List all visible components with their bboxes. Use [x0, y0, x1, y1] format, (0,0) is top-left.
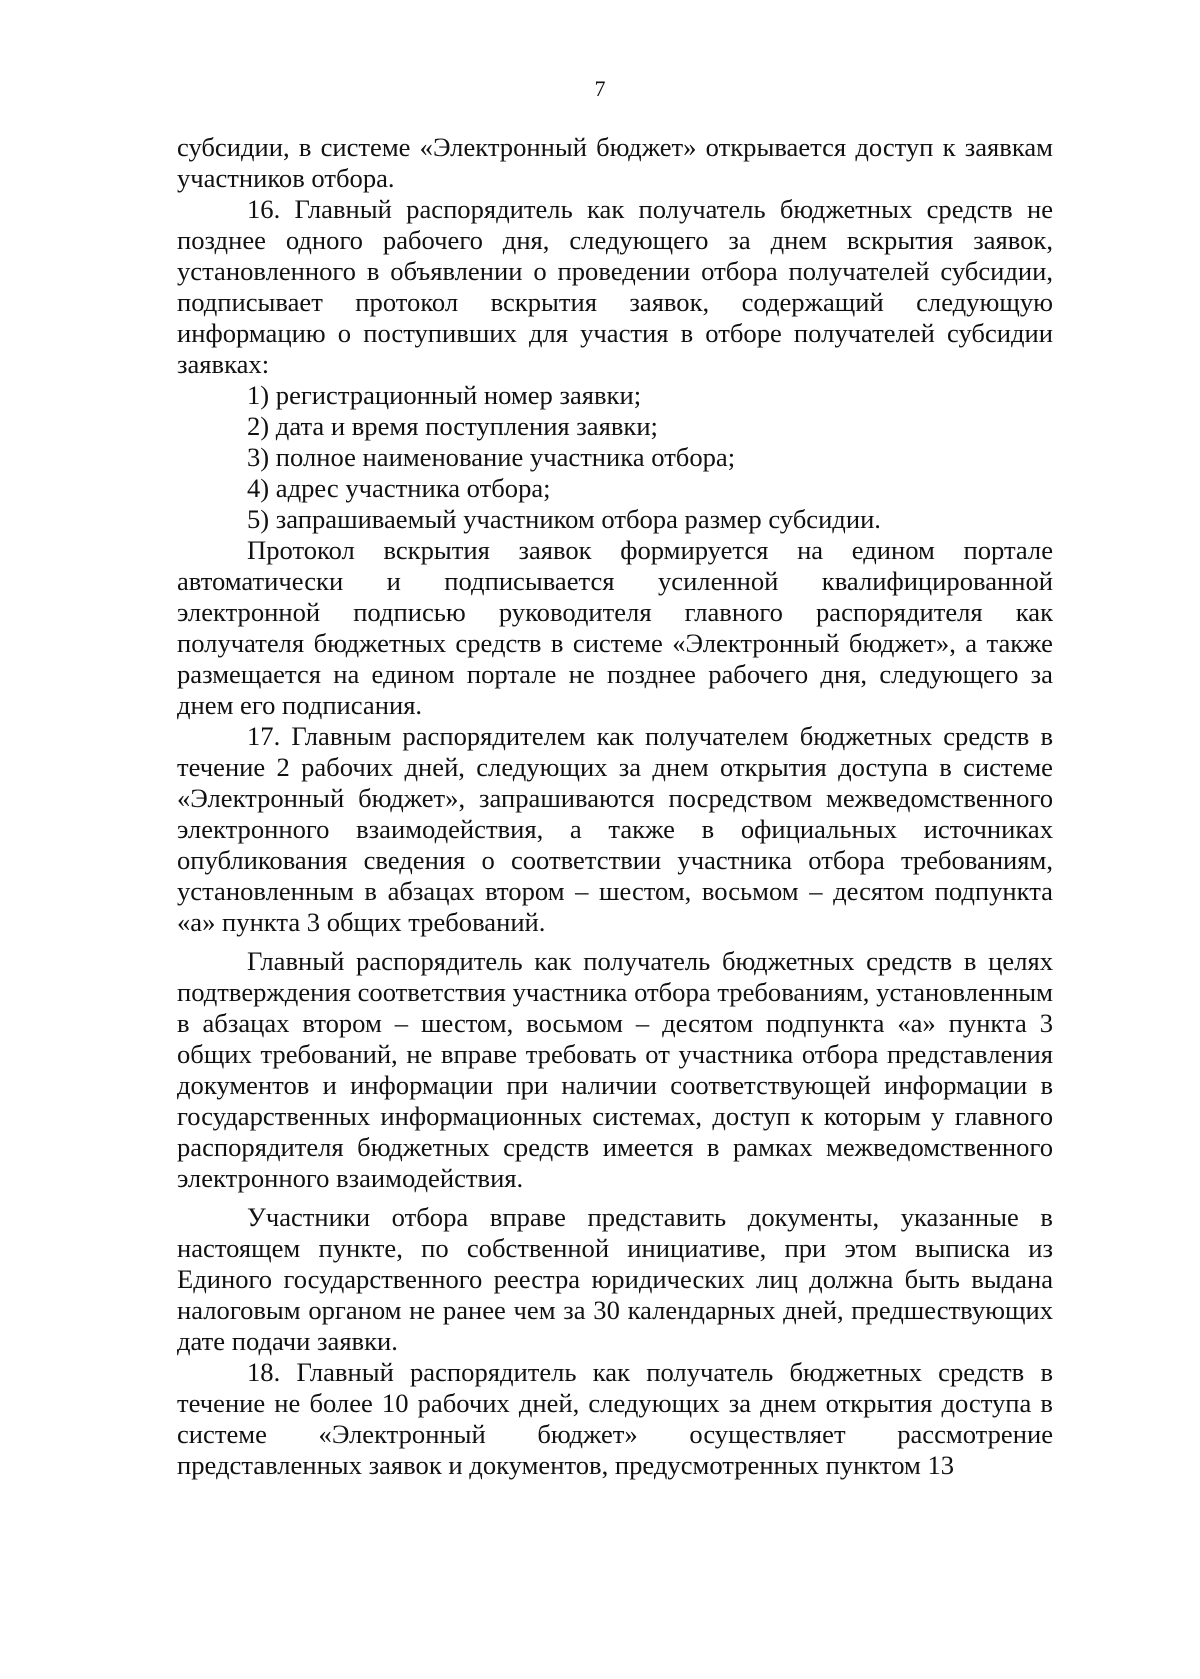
paragraph-item-16: 16. Главный распорядитель как получатель бюджетных средств не позднее одного рабочего дня, следующего за днем вскрытия заявок, установленного в объявлении о проведении отбора получателей субсидии, подписывает протокол вскрытия заявок, содержащий следующую информацию о поступивших для участия в отборе получателей субсидии заявках: [177, 194, 1053, 379]
paragraph-participants: Участники отбора вправе представить документы, указанные в настоящем пункте, по собственной инициативе, при этом выписка из Единого государственного реестра юридических лиц должна быть выдана налоговым органом не ранее чем за 30 календарных дней, предшествующих дате подачи заявки. [177, 1202, 1053, 1356]
paragraph-requirements: Главный распорядитель как получатель бюджетных средств в целях подтверждения соответствия участника отбора требованиям, установленным в абзацах втором – шестом, восьмом – десятом подпункта «а» пункта 3 общих требований, не вправе требовать от участника отбора представления документов и информации при наличии соответствующей информации в государственных информационных системах, доступ к которым у главного распорядителя бюджетных средств имеется в рамках межведомственного электронного взаимодействия. [177, 946, 1053, 1193]
list-item: 1) регистрационный номер заявки; [247, 380, 642, 410]
page-number: 7 [594, 76, 606, 101]
list-item: 3) полное наименование участника отбора; [247, 442, 736, 472]
list-item: 2) дата и время поступления заявки; [247, 411, 658, 441]
paragraph-protocol: Протокол вскрытия заявок формируется на едином портале автоматически и подписывается усиленной квалифицированной электронной подписью руководителя главного распорядителя как получателя бюджетных средств в системе «Электронный бюджет», а также размещается на едином портале не позднее рабочего дня, следующего за днем его подписания. [177, 535, 1053, 720]
list-item: 5) запрашиваемый участником отбора размер субсидии. [247, 504, 881, 534]
paragraph-continuation: субсидии, в системе «Электронный бюджет» открывается доступ к заявкам участников отбора. [177, 132, 1053, 193]
list-item: 4) адрес участника отбора; [247, 473, 551, 503]
document-body [177, 132, 1053, 1481]
paragraph-item-18: 18. Главный распорядитель как получатель бюджетных средств в течение не более 10 рабочих дней, следующих за днем открытия доступа в системе «Электронный бюджет» осуществляет рассмотрение представленных заявок и документов, предусмотренных пунктом 13 [177, 1357, 1053, 1480]
paragraph-item-17: 17. Главным распорядителем как получателем бюджетных средств в течение 2 рабочих дней, следующих за днем открытия доступа в системе «Электронный бюджет», запрашиваются посредством межведомственного электронного взаимодействия, а также в официальных источниках опубликования сведения о соответствии участника отбора требованиям, установленным в абзацах втором – шестом, восьмом – десятом подпункта «а» пункта 3 общих требований. [177, 721, 1053, 937]
